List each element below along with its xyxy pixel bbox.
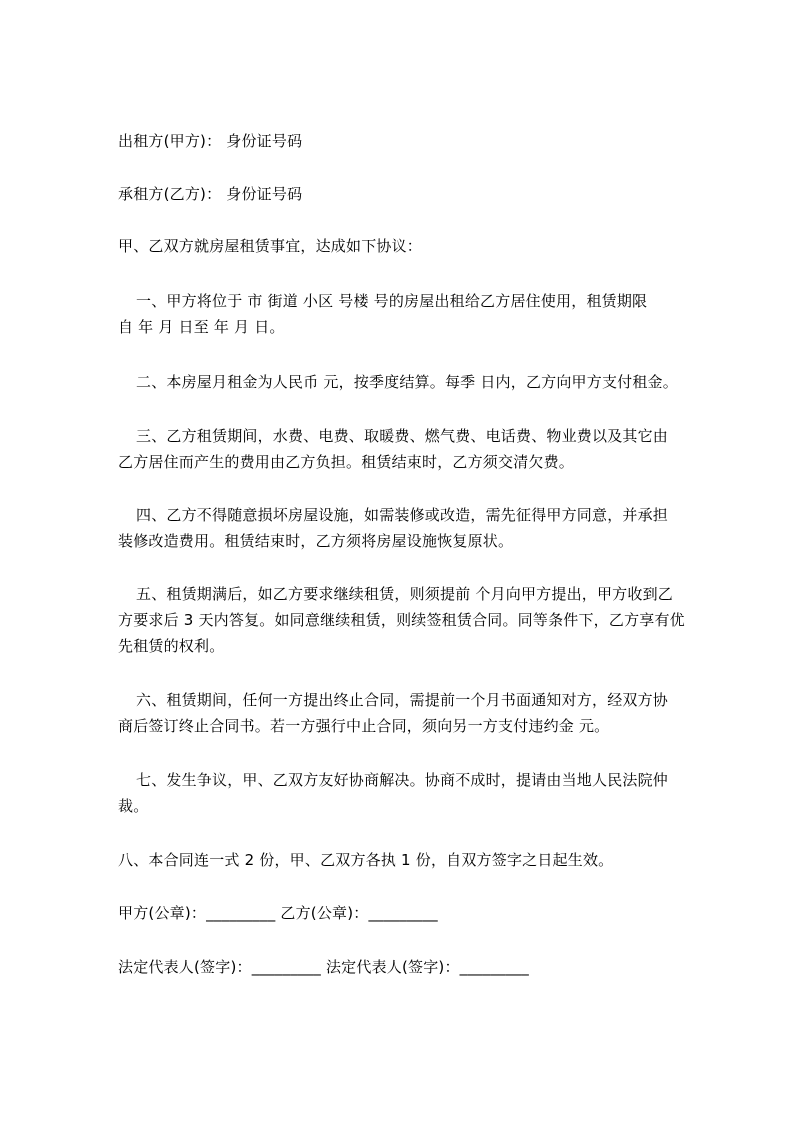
clause-7-line-2: 裁。 bbox=[118, 797, 149, 815]
clause-5-line-2: 方要求后 3 天内答复。如同意继续租赁，则续签租赁合同。同等条件下，乙方享有优 bbox=[118, 611, 685, 629]
lessee-line: 承租方(乙方)： 身份证号码 bbox=[118, 185, 303, 203]
clause-3-line-1: 三、乙方租赁期间，水费、电费、取暖费、燃气费、电话费、物业费以及其它由 bbox=[136, 427, 669, 445]
clause-4-line-2: 装修改造费用。租赁结束时，乙方须将房屋设施恢复原状。 bbox=[118, 532, 514, 550]
representative-signature-line: 法定代表人(签字)：_________ 法定代表人(签字)：_________ bbox=[118, 958, 529, 976]
clause-4-line-1: 四、乙方不得随意损坏房屋设施，如需装修或改造，需先征得甲方同意，并承担 bbox=[136, 506, 669, 524]
clause-1-line-1: 一、甲方将位于 市 街道 小区 号楼 号的房屋出租给乙方居住使用，租赁期限 bbox=[136, 292, 648, 310]
intro-line: 甲、乙双方就房屋租赁事宜，达成如下协议： bbox=[118, 237, 423, 255]
seal-signature-line: 甲方(公章)：_________ 乙方(公章)：_________ bbox=[118, 904, 438, 922]
clause-7-line-1: 七、发生争议，甲、乙双方友好协商解决。协商不成时，提请由当地人民法院仲 bbox=[136, 771, 669, 789]
clause-8-line-1: 八、本合同连一式 2 份，甲、乙双方各执 1 份，自双方签字之日起生效。 bbox=[118, 851, 614, 869]
clause-5-line-1: 五、租赁期满后，如乙方要求继续租赁，则须提前 个月向甲方提出，甲方收到乙 bbox=[136, 585, 673, 603]
clause-6-line-1: 六、租赁期间，任何一方提出终止合同，需提前一个月书面通知对方，经双方协 bbox=[136, 691, 669, 709]
clause-6-line-2: 商后签订终止合同书。若一方强行中止合同，须向另一方支付违约金 元。 bbox=[118, 717, 610, 735]
lessor-line: 出租方(甲方)： 身份证号码 bbox=[118, 132, 303, 150]
clause-5-line-3: 先租赁的权利。 bbox=[118, 637, 225, 655]
clause-1-line-2: 自 年 月 日至 年 月 日。 bbox=[118, 318, 285, 336]
clause-3-line-2: 乙方居住而产生的费用由乙方负担。租赁结束时，乙方须交清欠费。 bbox=[118, 453, 575, 471]
clause-2-line-1: 二、本房屋月租金为人民币 元，按季度结算。每季 日内，乙方向甲方支付租金。 bbox=[136, 373, 678, 391]
